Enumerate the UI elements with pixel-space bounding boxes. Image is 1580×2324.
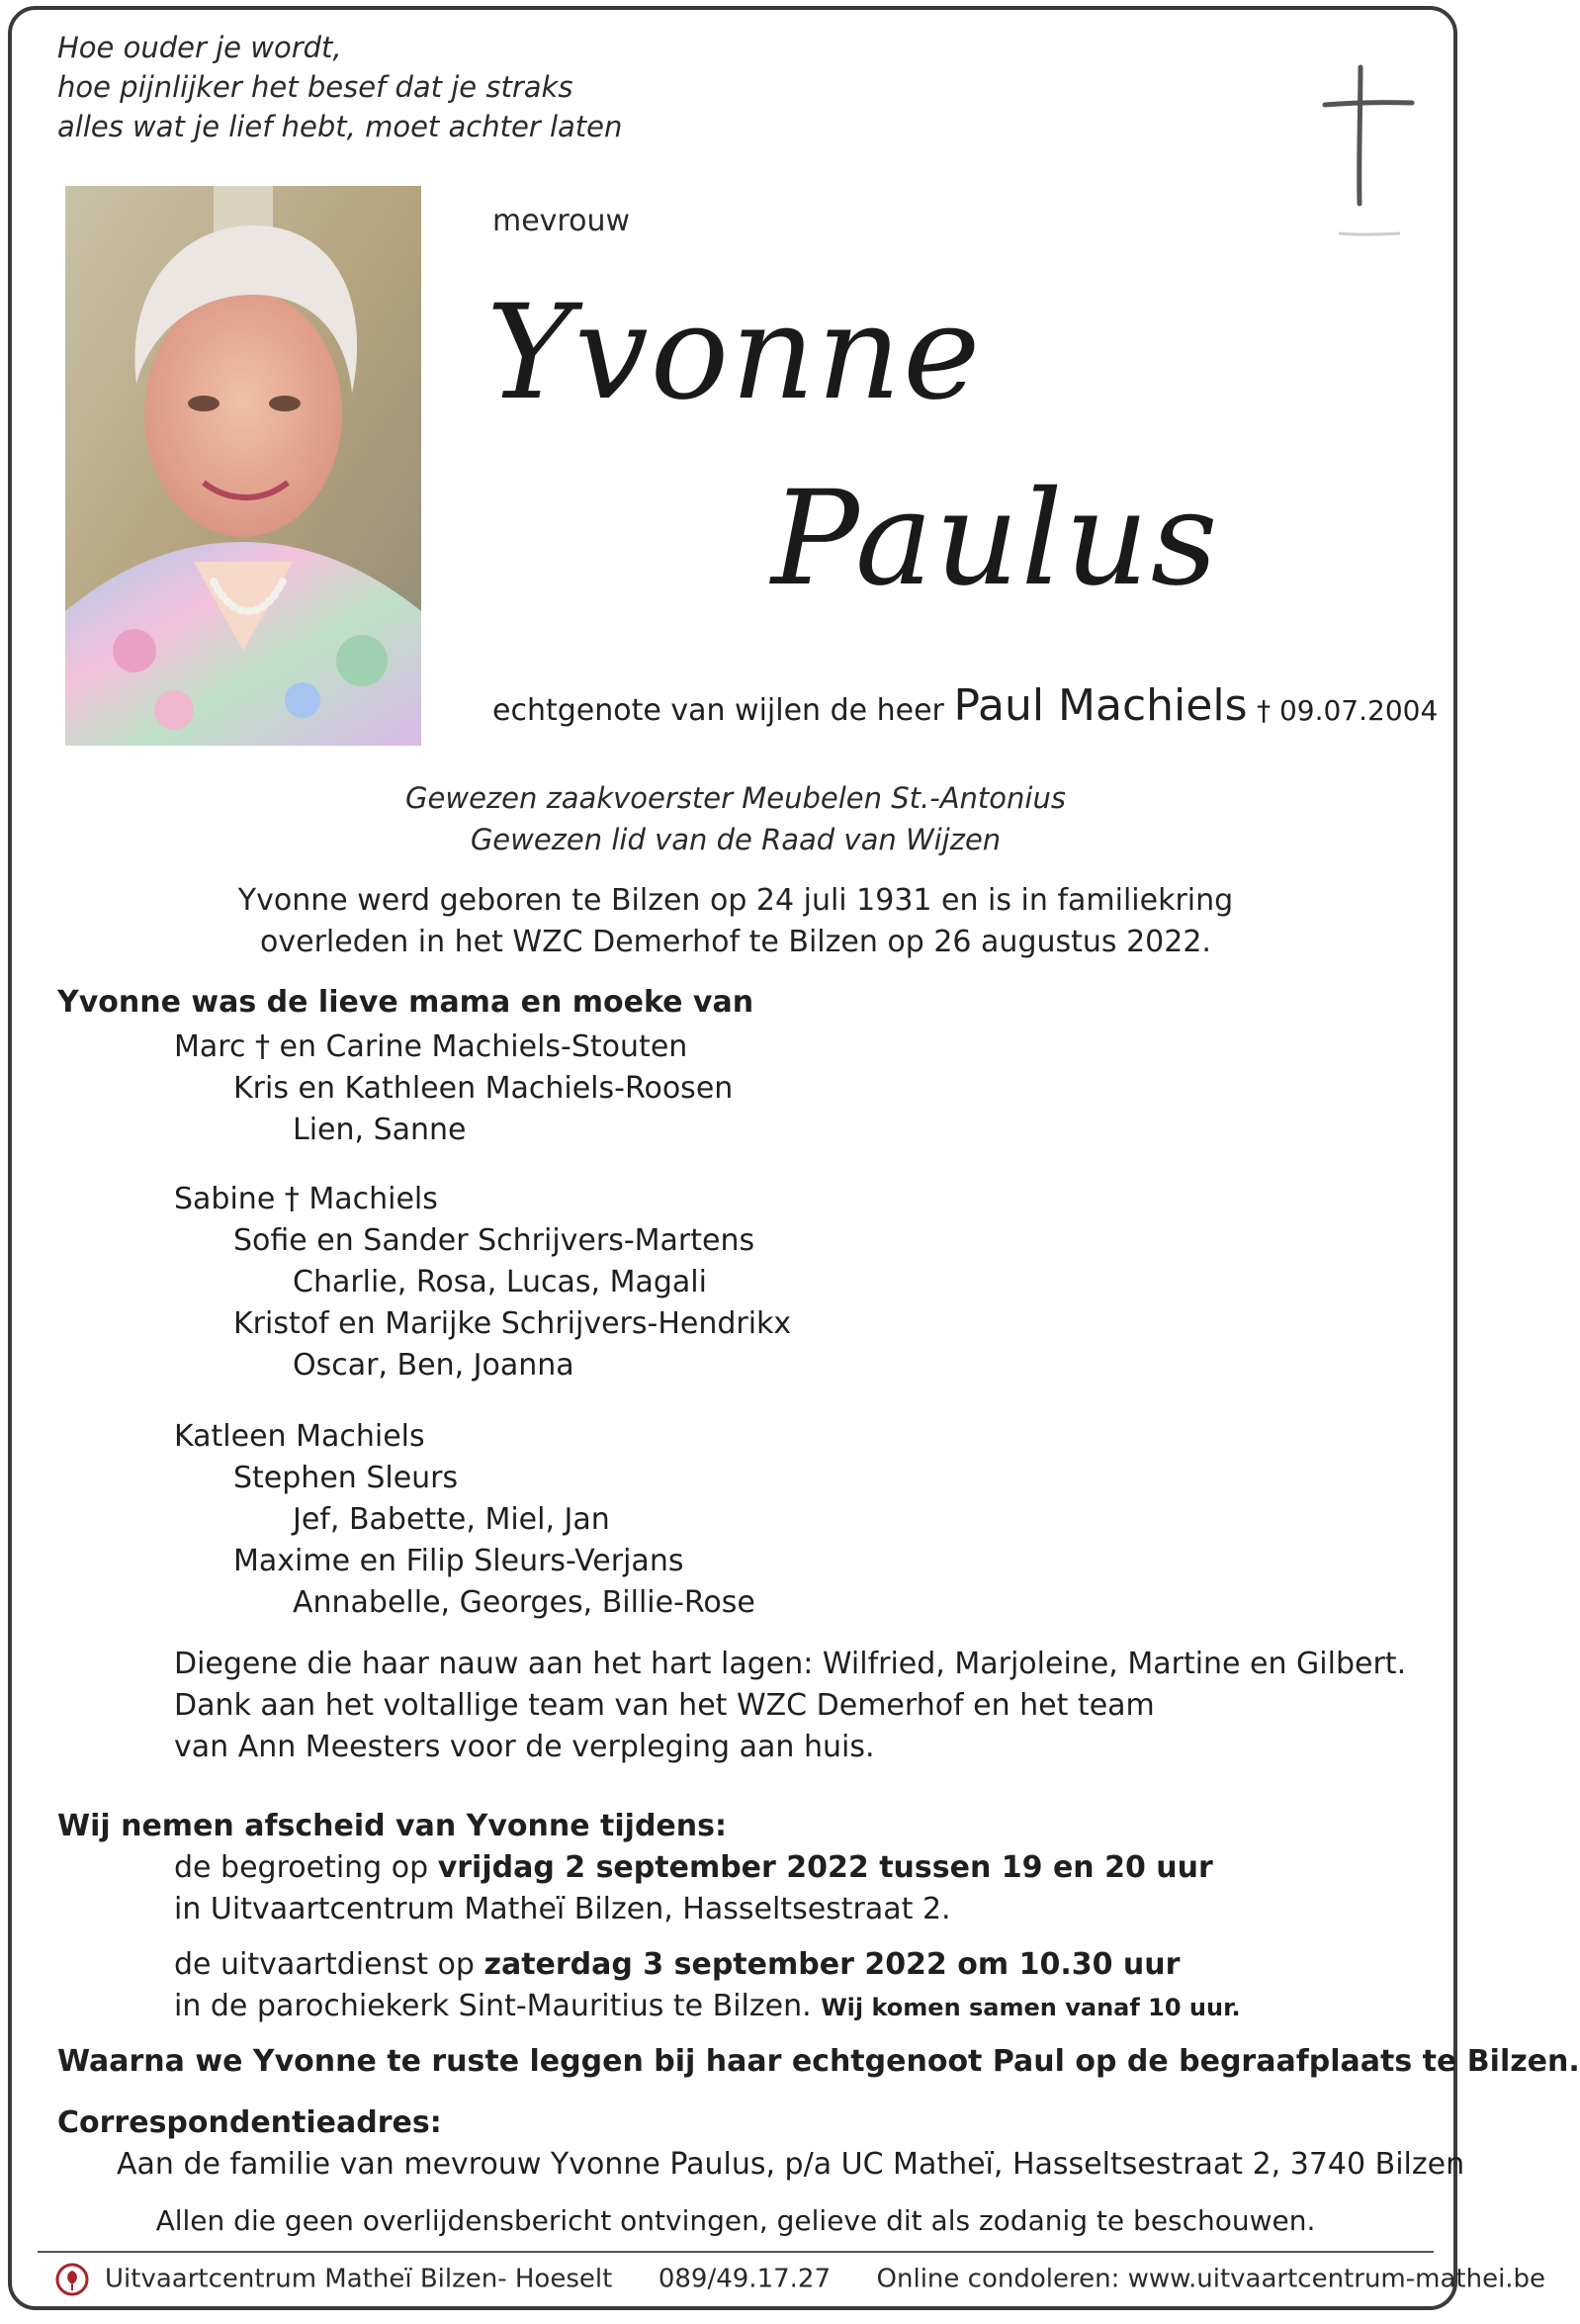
farewell-heading: Wij nemen afscheid van Yvonne tijdens: (57, 1809, 727, 1843)
family-line: Jef, Babette, Miel, Jan (293, 1502, 610, 1537)
service-prefix: de uitvaartdienst op (174, 1947, 484, 1982)
poem-line: Hoe ouder je wordt, (57, 31, 342, 64)
role-line: Gewezen lid van de Raad van Wijzen (470, 823, 1002, 856)
footer-company: Uitvaartcentrum Matheï Bilzen- Hoeselt (105, 2264, 613, 2294)
poem-line: hoe pijnlijker het besef dat je straks (57, 70, 573, 104)
spouse-prefix: echtgenote van wijlen de heer (492, 693, 944, 728)
family-line: Annabelle, Georges, Billie-Rose (293, 1585, 755, 1620)
service-line (174, 1944, 1180, 1986)
family-line: Kris en Kathleen Machiels-Roosen (233, 1071, 734, 1106)
correspondence-heading: Correspondentieadres: (57, 2105, 442, 2140)
family-line: Sofie en Sander Schrijvers-Martens (233, 1223, 755, 1258)
family-line: Charlie, Rosa, Lucas, Magali (293, 1265, 707, 1299)
service-note: Wij komen samen vanaf 10 uur. (821, 1994, 1241, 2021)
thanks-line: Diegene die haar nauw aan het hart lagen: Wilfried, Marjoleine, Martine en Gilbert. (174, 1647, 1407, 1681)
portrait-photo (65, 186, 421, 746)
family-line: Katleen Machiels (174, 1419, 425, 1454)
family-line: Maxime en Filip Sleurs-Verjans (233, 1544, 684, 1578)
correspondence-address: Aan de familie van mevrouw Yvonne Paulus, p/a UC Matheï, Hasseltsestraat 2, 3740 Bilzen (117, 2147, 1465, 2182)
birth-line: Yvonne werd geboren te Bilzen op 24 juli 1931 en is in familiekring (237, 883, 1234, 918)
cross-icon (1321, 65, 1416, 239)
no-notice-line: Allen die geen overlijdensbericht ontvingen, gelieve dit als zodanig te beschouwen. (155, 2204, 1316, 2237)
greeting-when: vrijdag 2 september 2022 tussen 19 en 20 uur (437, 1850, 1213, 1885)
greeting-line (174, 1847, 1213, 1889)
thanks-line: Dank aan het voltallige team van het WZC Demerhof en het team (174, 1688, 1155, 1723)
burial-line: Waarna we Yvonne te ruste leggen bij haar echtgenoot Paul op de begraafplaats te Bilzen. (57, 2044, 1580, 2079)
family-line: Marc † en Carine Machiels-Stouten (174, 1029, 688, 1064)
spouse-line (492, 680, 1438, 731)
family-line: Kristof en Marijke Schrijvers-Hendrikx (233, 1306, 792, 1341)
family-line: Stephen Sleurs (233, 1461, 459, 1495)
poem-line: alles wat je lief hebt, moet achter laten (57, 110, 623, 143)
role-line: Gewezen zaakvoerster Meubelen St.-Antonius (405, 781, 1066, 815)
last-name: Paulus (771, 463, 1220, 615)
service-where-line (174, 1986, 1241, 2028)
service-when: zaterdag 3 september 2022 om 10.30 uur (483, 1947, 1181, 1982)
footer (55, 2263, 1545, 2296)
greeting-where: in Uitvaartcentrum Matheï Bilzen, Hasseltsestraat 2. (174, 1892, 951, 1926)
footer-divider (38, 2251, 1434, 2253)
first-name: Yvonne (486, 277, 983, 429)
family-line: Oscar, Ben, Joanna (293, 1348, 574, 1383)
greeting-prefix: de begroeting op (174, 1850, 438, 1885)
family-line: Sabine † Machiels (174, 1182, 438, 1216)
footer-phone: 089/49.17.27 (658, 2264, 831, 2294)
footer-online-link[interactable]: Online condoleren: www.uitvaartcentrum-mathei.be (876, 2264, 1546, 2294)
poem (57, 28, 622, 146)
family-heading: Yvonne was de lieve mama en moeke van (57, 985, 754, 1020)
spouse-date: † 09.07.2004 (1257, 694, 1439, 727)
rose-logo-icon (55, 2263, 89, 2296)
family-line: Lien, Sanne (293, 1113, 467, 1147)
spouse-name: Paul Machiels (953, 680, 1248, 731)
thanks-line: van Ann Meesters voor de verpleging aan huis. (174, 1730, 875, 1764)
death-line: overleden in het WZC Demerhof te Bilzen op 26 augustus 2022. (260, 925, 1211, 959)
title-prefix: mevrouw (492, 204, 631, 238)
service-where: in de parochiekerk Sint-Mauritius te Bilzen. (174, 1989, 812, 2023)
